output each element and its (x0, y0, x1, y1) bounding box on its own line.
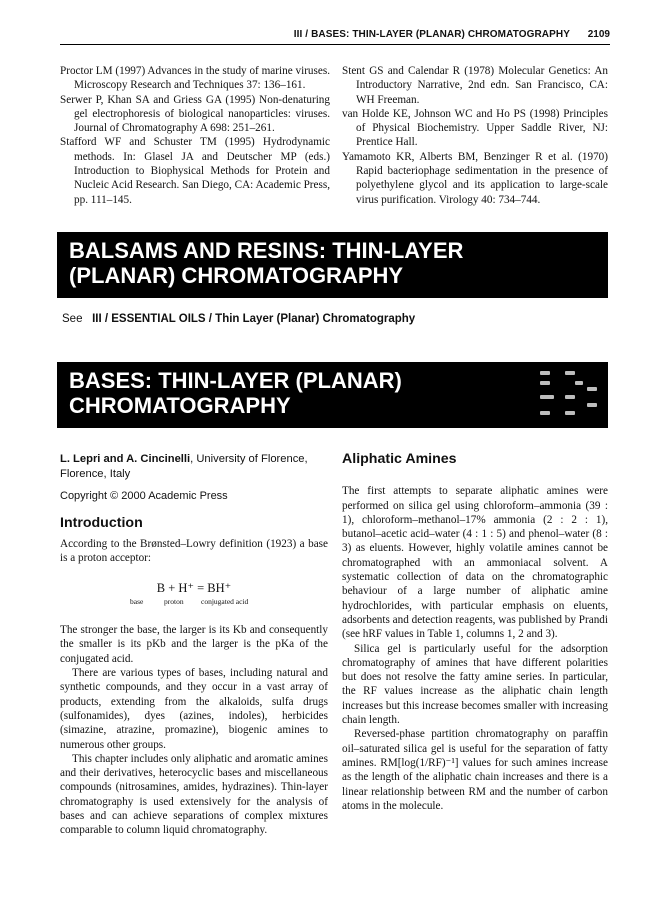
references-right (342, 64, 608, 207)
left-column (60, 452, 328, 838)
see-also (62, 313, 415, 325)
page-number: 2109 (587, 29, 610, 40)
balsams-title-line1: BALSAMS AND RESINS: THIN-LAYER (69, 238, 464, 263)
equation (60, 581, 328, 609)
aliphatic-paragraph: The first attempts to separate aliphatic amines were performed on silica gel using chloroform–ammonia (39 : 1), chloroform–methanol–17% ammonia (2 : 2 : 1), butanol–acetic acid–water (4 : 1 : 5) and phenol–water (8 : 3) as eluents. However, highly volatile amines cannot be chromatographed with an ammoniacal solvent. A systematic collection of data on the chromatographic behaviour of a large number of aliphatic amine hydrochlorides, with particular emphasis on eluents, adsorbents and detection reagents, was published by Prandi (see hRF values in Table 1, columns 1, 2 and 3). (342, 485, 608, 641)
equation-label-acid: conjugated acid (201, 597, 249, 607)
aliphatic-paragraph: Silica gel is particularly useful for the adsorption chromatography of amines that have different polarities but does not resolve the fatty amine series. In particular, the RF values increase as the aliphatic chain length increases but this increase becomes smaller with increasing chain length. (342, 642, 608, 727)
running-head-title: III / BASES: THIN-LAYER (PLANAR) CHROMATOGRAPHY (293, 29, 570, 40)
reference-item: Stafford WF and Schuster TM (1995) Hydrodynamic methods. In: Glasel JA and Deutscher MP (eds.) Introduction to Biophysical Methods for Protein and Nucleic Acid Research. San Diego, CA: Academic Press, pp. 111–145. (60, 136, 331, 206)
intro-paragraph: According to the Brønsted–Lowry definition (1923) a base is a proton acceptor: (60, 537, 328, 564)
see-link[interactable]: III / ESSENTIAL OILS / Thin Layer (Planar) Chromatography (92, 313, 416, 325)
balsams-title-banner (57, 232, 608, 298)
tlc-plate-icon (525, 365, 605, 425)
author-names: L. Lepri and A. Cincinelli (60, 453, 191, 465)
reference-item: Proctor LM (1997) Advances in the study of marine viruses. Microscopy Research and Techniques 37: 136–161. (60, 65, 330, 92)
intro-paragraph: There are various types of bases, including natural and synthetic compounds, and they occur in a vast array of products, extending from the alkaloids, sulfa drugs (sulfonamides), dyes (azines, indoles), herbicides (simazine, atrazine, promazine), biogenic amines to numerous other groups. (60, 667, 328, 751)
aliphatic-paragraph: Reversed-phase partition chromatography on paraffin oil–saturated silica gel is useful for the separation of fatty amines. RM[log(1/RF)⁻¹] values for such amines increase as the length of the aliphatic chain increases and there is a linear relationship between RM and the number of carbon atoms in the molecule. (342, 728, 608, 812)
aliphatic-heading: Aliphatic Amines (342, 451, 457, 467)
intro-paragraph: The stronger the base, the larger is its Kb and consequently the smaller is its pKb and the larger is the pKa of the conjugated acid. (60, 624, 328, 665)
intro-paragraph: This chapter includes only aliphatic and aromatic amines and their derivatives, heterocyclic bases and miscellaneous compounds (nitrosamines, amides, hydrazines). Thin-layer chromatography is used extensively for the analysis of bases and can achieve separations of complex mixtures comparable to column liquid chromatography. (60, 752, 328, 837)
equation-label-proton: proton (164, 597, 184, 607)
copyright: Copyright © 2000 Academic Press (60, 490, 228, 502)
see-label: See (62, 313, 83, 325)
running-head (60, 26, 610, 45)
references-left (60, 64, 330, 207)
balsams-title-line2: (PLANAR) CHROMATOGRAPHY (69, 263, 404, 288)
introduction-heading: Introduction (60, 515, 143, 532)
reference-item: Stent GS and Calendar R (1978) Molecular Genetics: An Introductory Narrative, 2nd edn. San Francisco, CA: WH Freeman. (342, 65, 608, 106)
bases-title-line1: BASES: THIN-LAYER (PLANAR) (69, 368, 402, 393)
reference-item: van Holde KE, Johnson WC and Ho PS (1998) Principles of Physical Biochemistry. Upper Saddle River, NJ: Prentice Hall. (342, 107, 608, 149)
reference-item: Serwer P, Khan SA and Griess GA (1995) Non-denaturing gel electrophoresis of biological nanoparticles: viruses. Journal of Chromatography A 698: 251–261. (60, 93, 330, 135)
equation-label-base: base (130, 597, 144, 607)
equation-formula: B + H⁺ = BH⁺ (156, 581, 232, 596)
author-affiliation: , University of Florence, Florence, Italy (60, 453, 308, 480)
author-block (60, 452, 328, 481)
right-column (342, 452, 608, 813)
reference-item: Yamamoto KR, Alberts BM, Benzinger R et al. (1970) Rapid bacteriophage sedimentation in the presence of polyethylene glycol and its application to large-scale virus purification. Virology 40: 734–744. (342, 150, 608, 206)
bases-title-line2: CHROMATOGRAPHY (69, 393, 291, 418)
